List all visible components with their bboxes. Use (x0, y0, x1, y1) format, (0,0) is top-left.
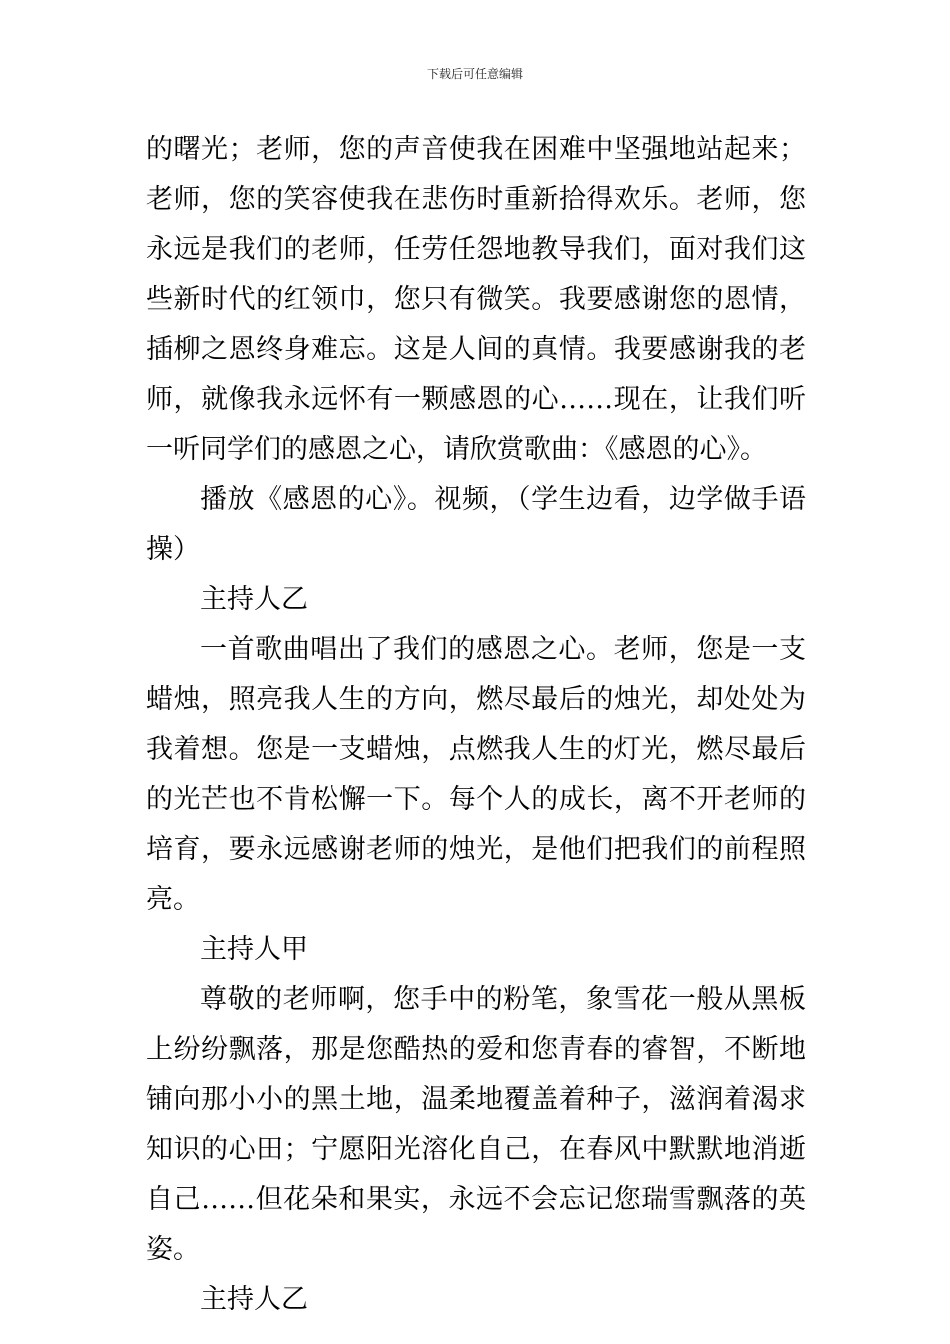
document-body (146, 125, 806, 1325)
paragraph-continuation: 的曙光；老师，您的声音使我在困难中坚强地站起来；老师，您的笑容使我在悲伤时重新拾得欢乐。老师，您永远是我们的老师，任劳任怨地教导我们，面对我们这些新时代的红领巾，您只有微笑。我要感谢您的恩情，插柳之恩终身难忘。这是人间的真情。我要感谢我的老师，就像我永远怀有一颗感恩的心……现在，让我们听一听同学们的感恩之心，请欣赏歌曲：《感恩的心》。 (146, 134, 806, 465)
paragraph-speech: 尊敬的老师啊，您手中的粉笔，象雪花一般从黑板上纷纷飘落，那是您酷热的爱和您青春的睿智，不断地铺向那小小的黑土地，温柔地覆盖着种子，滋润着渴求知识的心田；宁愿阳光溶化自己，在春风中默默地消逝自己……但花朵和果实，永远不会忘记您瑞雪飘落的英姿。 (146, 984, 806, 1265)
speaker-label: 主持人乙 (200, 584, 308, 615)
paragraph-speech: 一首歌曲唱出了我们的感恩之心。老师，您是一支蜡烛，照亮我人生的方向，燃尽最后的烛光，却处处为我着想。您是一支蜡烛，点燃我人生的灯光，燃尽最后的光芒也不肯松懈一下。每个人的成长，离不开老师的培育，要永远感谢老师的烛光，是他们把我们的前程照亮。 (146, 634, 806, 915)
paragraph-stage-direction: 播放《感恩的心》。视频，（学生边看，边学做手语操） (146, 484, 806, 565)
speaker-label: 主持人甲 (200, 934, 308, 965)
page-header: 下载后可任意编辑 (426, 67, 523, 81)
speaker-label: 主持人乙 (200, 1284, 308, 1315)
